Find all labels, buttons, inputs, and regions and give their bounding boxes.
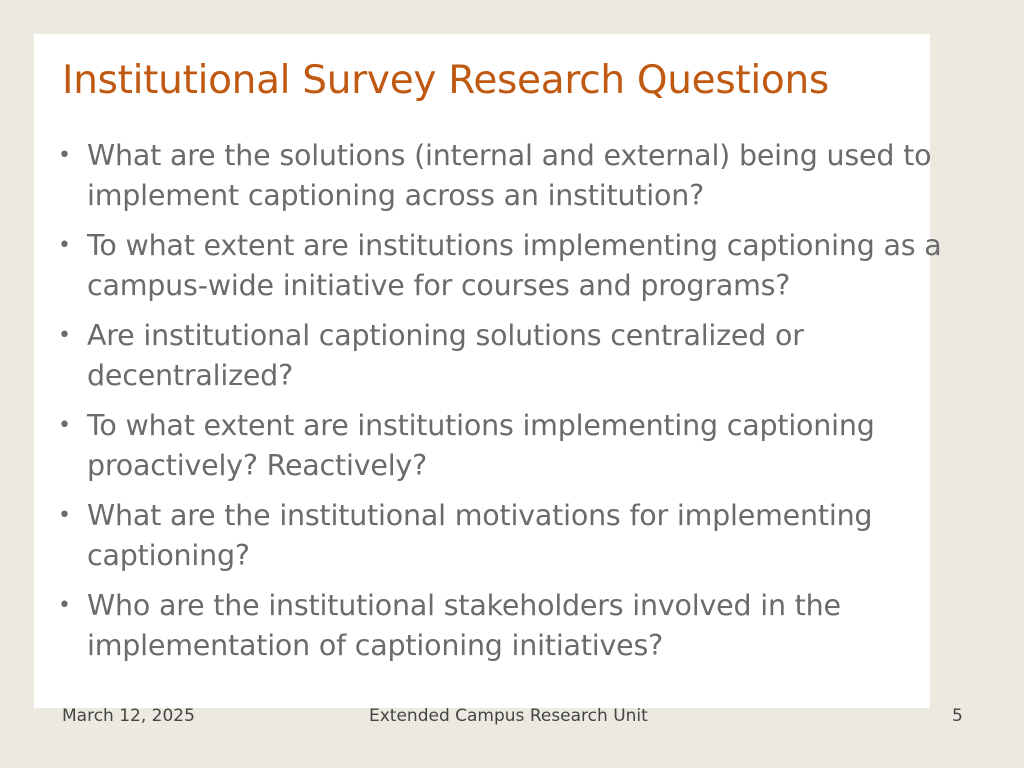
bullet-dot-icon: • xyxy=(58,143,71,168)
slide-title: Institutional Survey Research Questions xyxy=(62,58,829,103)
bullet-dot-icon: • xyxy=(58,503,71,528)
bullet-dot-icon: • xyxy=(58,413,71,438)
bullet-text: To what extent are institutions implementing captioning proactively? Reactively? xyxy=(87,409,875,482)
bullet-item xyxy=(58,316,958,396)
bullet-text: Are institutional captioning solutions centralized or decentralized? xyxy=(87,319,804,392)
footer-organization: Extended Campus Research Unit xyxy=(369,706,648,726)
bullet-item xyxy=(58,586,958,666)
footer-date: March 12, 2025 xyxy=(62,706,195,726)
bullet-dot-icon: • xyxy=(58,323,71,348)
bullet-item xyxy=(58,406,958,486)
bullet-dot-icon: • xyxy=(58,233,71,258)
bullet-text: What are the solutions (internal and external) being used to implement captioning across an institution? xyxy=(87,139,932,212)
page-number: 5 xyxy=(952,706,963,726)
bullet-item xyxy=(58,136,958,216)
bullet-item xyxy=(58,496,958,576)
bullet-text: Who are the institutional stakeholders involved in the implementation of captioning initiatives? xyxy=(87,589,841,662)
bullet-text: What are the institutional motivations for implementing captioning? xyxy=(87,499,873,572)
bullet-item xyxy=(58,226,958,306)
bullet-list xyxy=(58,136,958,676)
bullet-dot-icon: • xyxy=(58,593,71,618)
bullet-text: To what extent are institutions implementing captioning as a campus-wide initiative for courses and programs? xyxy=(87,229,942,302)
